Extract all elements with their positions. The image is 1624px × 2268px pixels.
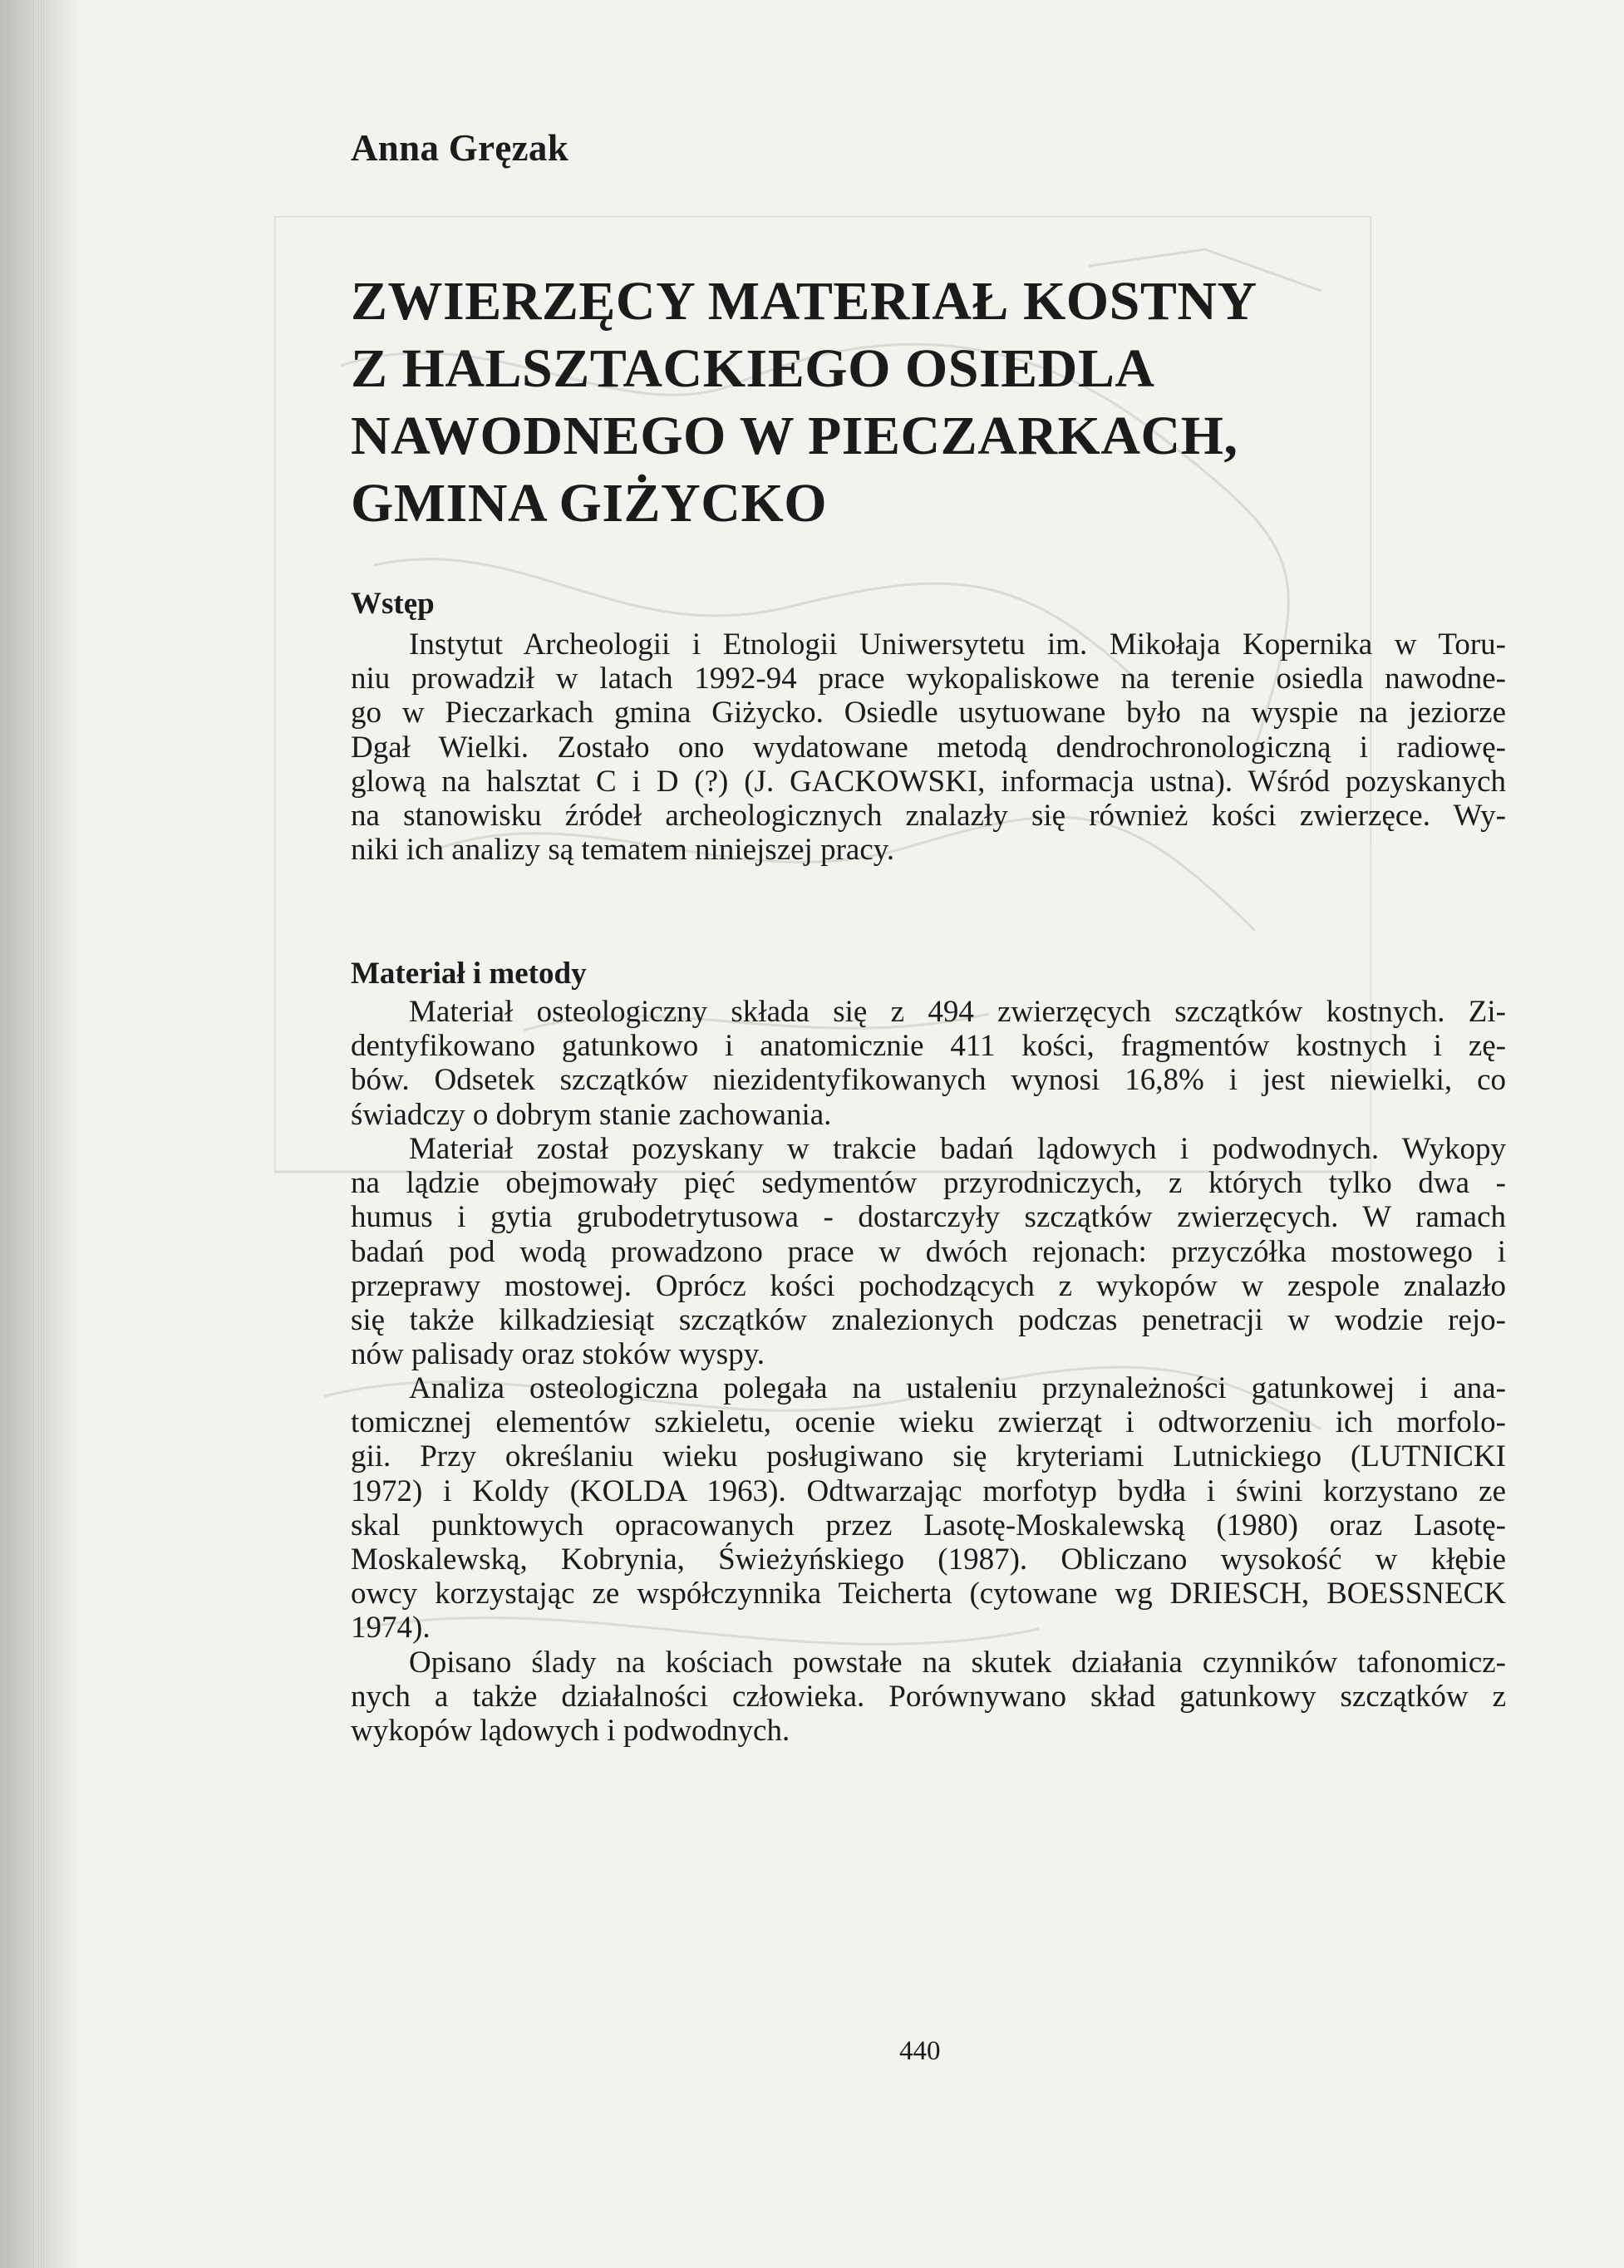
text-line: niu prowadził w latach 1992-94 prace wykopaliskowe na terenie osiedla nawodne- [351, 662, 1506, 696]
text-line: na stanowisku źródeł archeologicznych znalazły się również kości zwierzęce. Wy- [351, 798, 1506, 833]
text-line: Materiał został pozyskany w trakcie badań lądowych i podwodnych. Wykopy [409, 1132, 1506, 1166]
text-line: Moskalewską, Kobrynia, Świeżyńskiego (1987). Obliczano wysokość w kłębie [351, 1542, 1506, 1577]
title-line: GMINA GIŻYCKO [351, 473, 828, 534]
text-line: Analiza osteologiczna polegała na ustaleniu przynależności gatunkowej i ana- [409, 1371, 1506, 1405]
text-line: przeprawy mostowej. Oprócz kości pochodzących z wykopów w zespole znalazło [351, 1268, 1506, 1303]
page-edges [33, 0, 45, 2268]
author-name: Anna Gręzak [351, 127, 569, 169]
section-heading-material: Materiał i metody [351, 957, 587, 991]
paragraph-material-4 [351, 1646, 1506, 1749]
text-line: nów palisady oraz stoków wyspy. [351, 1337, 765, 1372]
paragraph-material-3 [351, 1371, 1506, 1646]
paragraph-material-2 [351, 1132, 1506, 1371]
text-line: badań pod wodą prowadzono prace w dwóch rejonach: przyczółka mostowego i [351, 1234, 1506, 1269]
text-line: Instytut Archeologii i Etnologii Uniwersytetu im. Mikołaja Kopernika w Toru- [409, 627, 1506, 662]
text-line: go w Pieczarkach gmina Giżycko. Osiedle usytuowane było na wyspie na jeziorze [351, 696, 1506, 731]
article-title [351, 268, 1257, 537]
title-line: NAWODNEGO W PIECZARKACH, [351, 406, 1238, 466]
text-line: Dgał Wielki. Zostało ono wydatowane metodą dendrochronologiczną i radiowę- [351, 730, 1506, 765]
text-line: bów. Odsetek szczątków niezidentyfikowanych wynosi 16,8% i jest niewielki, co [351, 1063, 1506, 1098]
text-line: glową na halsztat C i D (?) (J. GACKOWSKI, informacja ustna). Wśród pozyskanych [351, 764, 1506, 799]
text-line: na lądzie obejmowały pięć sedymentów przyrodniczych, z których tylko dwa - [351, 1166, 1506, 1201]
text-line: 1972) i Koldy (KOLDA 1963). Odtwarzając morfotyp bydła i świni korzystano ze [351, 1473, 1506, 1508]
text-line: owcy korzystając ze współczynnika Teicherta (cytowane wg DRIESCH, BOESSNECK [351, 1577, 1506, 1611]
paragraph-intro [351, 627, 1506, 867]
text-line: dentyfikowano gatunkowo i anatomicznie 411 kości, fragmentów kostnych i zę- [351, 1029, 1506, 1064]
text-line: Materiał osteologiczny składa się z 494 zwierzęcych szczątków kostnych. Zi- [409, 995, 1506, 1029]
text-line: 1974). [351, 1611, 431, 1646]
text-line: nych a także działalności człowieka. Porównywano skład gatunkowy szczątków z [351, 1680, 1506, 1715]
text-line: Opisano ślady na kościach powstałe na skutek działania czynników tafonomicz- [409, 1646, 1506, 1680]
text-line: skal punktowych opracowanych przez Lasotę-Moskalewską (1980) oraz Lasotę- [351, 1508, 1506, 1542]
page-number: 440 [899, 2036, 941, 2066]
section-heading-wstep: Wstęp [351, 587, 435, 621]
text-line: humus i gytia grubodetrytusowa - dostarczyły szczątków zwierzęcych. W ramach [351, 1200, 1506, 1235]
text-line: niki ich analizy są tematem niniejszej pracy. [351, 833, 895, 868]
text-line: się także kilkadziesiąt szczątków znalezionych podczas penetracji w wodzie rejo- [351, 1302, 1506, 1337]
title-line: Z HALSZTACKIEGO OSIEDLA [351, 338, 1155, 399]
paragraph-material-1 [351, 995, 1506, 1132]
text-line: tomicznej elementów szkieletu, ocenie wieku zwierząt i odtworzeniu ich morfolo- [351, 1405, 1506, 1440]
title-line: ZWIERZĘCY MATERIAŁ KOSTNY [351, 271, 1257, 332]
text-line: gii. Przy określaniu wieku posługiwano się kryteriami Lutnickiego (LUTNICKI [351, 1439, 1506, 1474]
text-line: wykopów lądowych i podwodnych. [351, 1714, 790, 1749]
text-line: świadczy o dobrym stanie zachowania. [351, 1097, 832, 1132]
